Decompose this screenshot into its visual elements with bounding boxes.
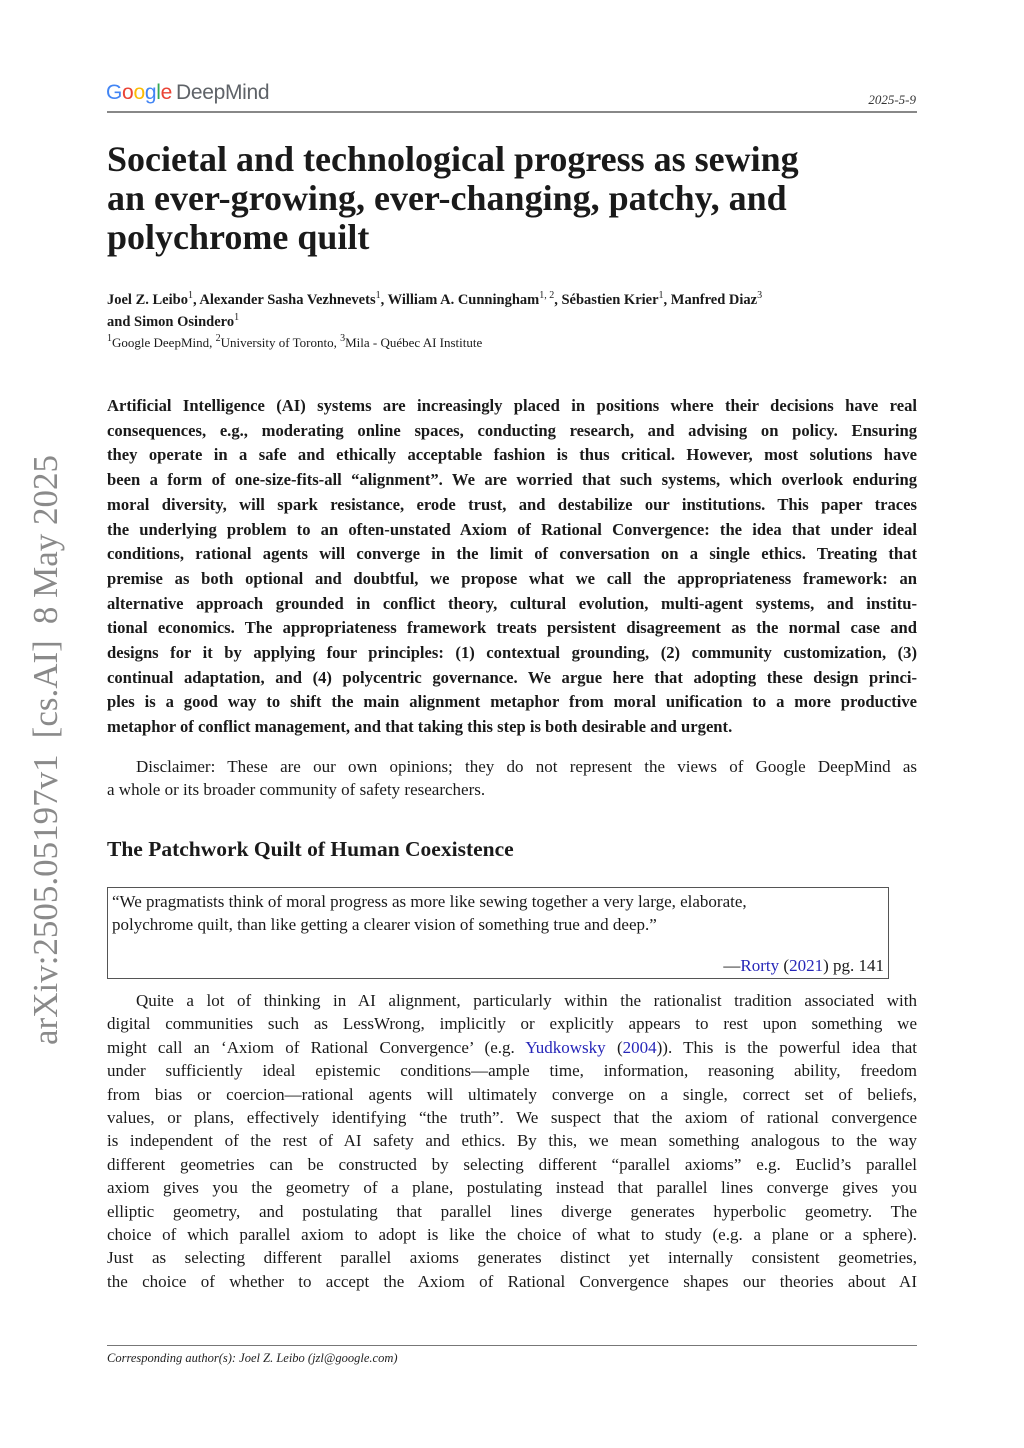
abstract-line: designs for it by applying four principles: (1) contextual grounding, (2) community customization, (3)	[107, 643, 917, 663]
section-heading: The Patchwork Quilt of Human Coexistence	[107, 837, 514, 861]
affiliations	[107, 335, 482, 351]
text: )). This is the powerful idea that	[656, 1037, 917, 1057]
author-affiliation-mark: 1	[658, 290, 664, 301]
body-line: axiom gives you the geometry of a plane, postulating instead that parallel lines converge gives you	[107, 1178, 917, 1198]
body-line: different geometries can be constructed by selecting different “parallel axioms” e.g. Euclid’s parallel	[107, 1154, 917, 1174]
arxiv-date: 8 May 2025	[26, 455, 65, 625]
epigraph-line: “We pragmatists think of moral progress as more like sewing together a very large, elaborate,	[112, 892, 747, 911]
disclaimer-line: a whole or its broader community of safety researchers.	[107, 780, 486, 800]
epigraph-box	[107, 887, 889, 979]
citation-author-link[interactable]: Rorty	[740, 955, 780, 975]
abstract-line: alternative approach grounded in conflict theory, cultural evolution, multi-agent systems, and institu-	[107, 593, 917, 613]
body-line: Quite a lot of thinking in AI alignment, particularly within the rationalist tradition associated with	[136, 991, 917, 1010]
google-deepmind-logo: Google DeepMind	[106, 81, 270, 104]
abstract-line: been a form of one-size-fits-all “alignment”. We are worried that such systems, which overlook enduring	[107, 470, 917, 490]
publication-date: 2025-5-9	[868, 92, 916, 107]
abstract-line: continual adaptation, and (4) polycentric governance. We argue here that adopting these design princi-	[107, 667, 917, 687]
abstract-line: moral diversity, will spark resistance, erode trust, and destabilize our institutions. This paper traces	[107, 494, 917, 514]
abstract-line: metaphor of conflict management, and that taking this step is both desirable and urgent.	[107, 717, 733, 737]
affiliation-number: 3	[340, 333, 346, 344]
author-name: Sébastien Krier	[561, 292, 659, 308]
disclaimer	[107, 755, 917, 802]
abstract	[107, 394, 917, 740]
abstract-line: conditions, rational agents will converge in the limit of conversation on a single ethics. Treating that	[107, 544, 917, 564]
body-line: elliptic geometry, and postulating that parallel lines diverge generates hyperbolic geometry. The	[107, 1201, 917, 1221]
authors-and: and	[107, 314, 131, 330]
arxiv-id: arXiv:2505.05197v1	[26, 754, 65, 1045]
dash: —	[723, 955, 741, 975]
author-affiliation-mark: 1	[187, 290, 193, 301]
affiliation-number: 1	[107, 333, 112, 344]
body-line: the choice of whether to accept the Axiom of Rational Convergence shapes our theories about AI	[107, 1271, 917, 1291]
author-affiliation-mark: 3	[757, 290, 763, 301]
author-name: William A. Cunningham	[387, 292, 540, 308]
header-rule	[107, 111, 917, 113]
body-line: under sufficiently ideal epistemic conditions—ample time, information, reasoning ability, freedom	[107, 1061, 917, 1081]
citation-yudkowsky-link[interactable]: Yudkowsky	[525, 1037, 606, 1057]
paper-title	[107, 140, 927, 257]
title-line: polychrome quilt	[107, 217, 370, 257]
author-name: Simon Osindero	[134, 314, 235, 330]
disclaimer-line: Disclaimer: These are our own opinions; they do not represent the views of Google DeepMind as	[136, 757, 917, 776]
epigraph-citation: —Rorty (2021) pg. 141	[723, 955, 884, 975]
author-list: Joel Z. Leibo$^1$, Alexander Sasha Vezhnevets$^1$, William A. Cunningham$^{1, 2}$, Sébastien Krier$^1$, Manfred Diaz$^3$ and Simon Osindero$^1$	[107, 290, 763, 330]
abstract-line: premise as both optional and doubtful, we propose what we call the appropriateness framework: an	[107, 568, 917, 588]
author-name: Manfred Diaz	[670, 292, 758, 308]
title-line: an ever-growing, ever-changing, patchy, and	[107, 178, 787, 218]
body-line: is independent of the rest of AI safety and ethics. By this, we mean something analogous to the way	[107, 1131, 917, 1151]
author-affiliation-mark: 1	[234, 312, 240, 323]
arxiv-side-stamp	[26, 447, 66, 1053]
affiliation-number: 2	[215, 333, 221, 344]
affiliation-name: Google DeepMind,	[112, 335, 213, 350]
author-name: Joel Z. Leibo	[107, 292, 188, 308]
epigraph-line: polychrome quilt, than like getting a clearer vision of something true and deep.”	[112, 915, 657, 935]
citation-page: pg. 141	[833, 955, 884, 975]
body-paragraph	[107, 989, 917, 1293]
abstract-line: consequences, e.g., moderating online spaces, conducting research, and advising on policy. Ensuring	[107, 420, 917, 440]
abstract-line: they operate in a safe and ethically acceptable fashion is thus critical. However, most solutions have	[107, 445, 917, 465]
body-line	[107, 1036, 917, 1059]
citation-year-link[interactable]: 2021	[789, 955, 824, 975]
abstract-line: Artificial Intelligence (AI) systems are increasingly placed in positions where their decisions have real	[107, 396, 917, 415]
citation-2004-link[interactable]: 2004	[622, 1037, 657, 1057]
arxiv-category: [cs.AI]	[26, 640, 65, 739]
footer-corresponding-author: Corresponding author(s): Joel Z. Leibo (jzl@google.com)	[107, 1351, 398, 1365]
affiliation-name: Mila - Québec AI Institute	[345, 335, 483, 350]
body-line: digital communities such as LessWrong, implicitly or explicitly appears to rest upon something we	[107, 1014, 917, 1034]
title-line: Societal and technological progress as sewing	[107, 139, 799, 179]
author-name: Alexander Sasha Vezhnevets	[199, 292, 376, 308]
abstract-line: the underlying problem to an often-unstated Axiom of Rational Convergence: the idea that under ideal	[107, 519, 917, 539]
abstract-line: tional economics. The appropriateness framework treats persistent disagreement as the normal case and	[107, 618, 917, 638]
body-line: from bias or coercion—rational agents will ultimately converge on a single, correct set of beliefs,	[107, 1084, 917, 1104]
author-affiliation-mark: 1	[375, 290, 381, 301]
affiliation-name: University of Toronto,	[220, 335, 337, 350]
author-affiliation-mark: 1, 2	[539, 290, 555, 301]
body-line: Just as selecting different parallel axioms generates distinct yet internally consistent geometries,	[107, 1248, 917, 1268]
logo-deepmind-text: DeepMind	[175, 81, 270, 104]
text: might call an ‘Axiom of Rational Convergence’ (e.g.	[107, 1037, 526, 1057]
body-line: choice of which parallel axiom to adopt is like the choice of what to study (e.g. a plane or a sphere).	[107, 1225, 917, 1245]
body-line: values, or plans, effectively identifying “the truth”. We suspect that the axiom of rational convergence	[107, 1108, 917, 1128]
footer-rule	[107, 1345, 917, 1346]
abstract-line: ples is a good way to shift the main alignment metaphor from moral unification to a more productive	[107, 692, 917, 712]
text: (	[605, 1037, 623, 1057]
